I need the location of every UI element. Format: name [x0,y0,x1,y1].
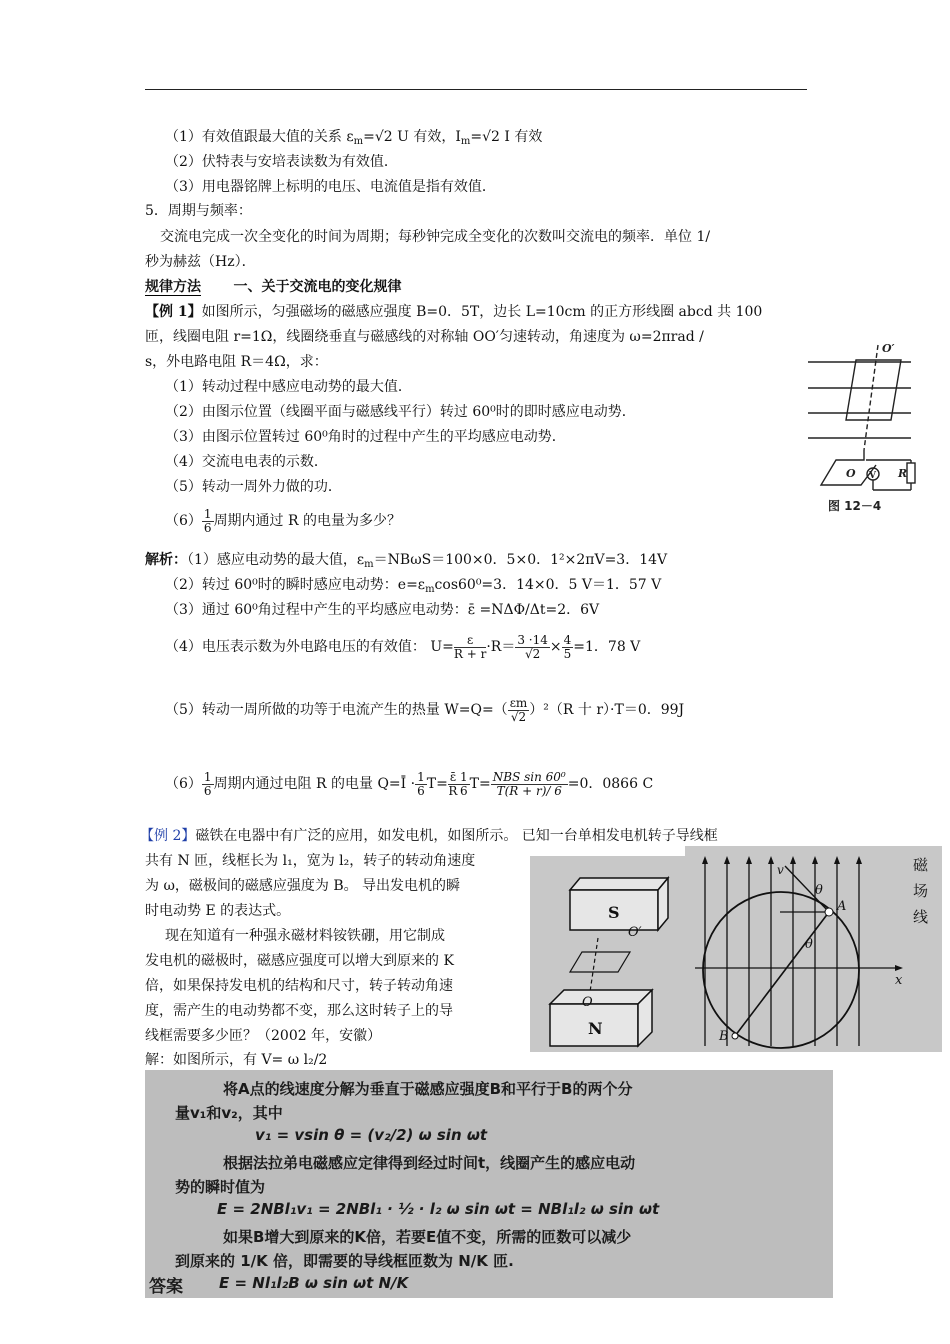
line-nameplate: （3）用电器铭牌上标明的电压、电流值是指有效值． [165,179,496,195]
question-5: （5）转动一周外力做的功． [165,479,342,495]
section-title: 一、关于交流电的变化规律 [233,279,402,295]
label-v: V [869,471,876,481]
example2-line9: 线框需要多少匝？（2002 年，安徽） [145,1028,382,1044]
question-3: （3）由图示位置转过 60⁰角时的过程中产生的平均感应电动势． [165,429,566,445]
example2-line7: 倍，如果保持发电机的结构和尺寸，转子转动角速 [145,978,453,994]
scan-row-6: E = 2NBl₁v₁ = 2NBl₁ · ½ · l₂ ω sin ωt = NBl₁l₂ ω sin ωt [217,1200,660,1218]
line-meter-reading: （2）伏特表与安培表读数为有效值． [165,154,398,170]
figure-caption: 图 12－4 [828,499,882,513]
label-r: R [898,467,908,480]
example1-line2: 匝，线圈电阻 r=1Ω，线圈绕垂直与磁感线的对称轴 OO′匀速转动，角速度为 ω=2πrad / [145,329,704,345]
field-lines-figure [685,846,942,1052]
line-period-heading: 5．周期与频率： [145,203,252,219]
question-2: （2）由图示位置（线圈平面与磁感线平行）转过 60⁰时的即时感应电动势． [165,404,636,420]
example2-line4: 时电动势 E 的表达式。 [145,903,291,919]
answer-formula: E = Nl₁l₂B ω sin ωt N/K [219,1274,409,1292]
label-o: O [846,467,856,480]
solution-4: （4）电压表示数为外电路电压的有效值： U= $\frac{\varepsilon}{R + r}$ ·R＝ $\frac{3 \cdot 14}{√2}$ × $\frac{4}{5}$ =1．78 V [165,632,641,661]
solution-5: （5）转动一周所做的功等于电流产生的热量 W=Q=（ $\frac{\varepsilon m}{√2}$ ）²（R 十 r）·T＝0．99J [165,695,685,724]
example2-line5: 现在知道有一种强永磁材料铵铁硼，用它制成 [165,928,445,944]
question-6: （6） $\frac{1}{6}$ 周期内通过 R 的电量为多少？ [165,506,402,535]
label-n: N [588,1019,603,1038]
coil-figure [806,340,916,515]
example2-line8: 度，需产生的电动势都不变，那么这时转子上的导 [145,1003,453,1019]
label-point-a: A [837,899,847,914]
example2-line6: 发电机的磁极时，磁感应强度可以增大到原来的 K [145,953,454,969]
side-label-1: 磁 [913,856,929,874]
scan-row-5: 势的瞬时值为 [175,1178,266,1196]
section-tag: 规律方法 [145,279,201,295]
line-effective-value: （1）有效值跟最大值的关系 $\varepsilon_m=√2$ U 有效，$I_m=√2$ I 有效 [165,129,543,147]
solution-3: （3）通过 60⁰角过程中产生的平均感应电动势：ε̄ =NΔΦ/Δt=2．6V [165,602,600,618]
solution-1: 解析：（1）感应电动势的最大值，$\varepsilon_m=NB\omega S=100\times 0$．5×0．1²×2πV=3．14V [145,552,668,570]
section-heading [145,277,401,297]
side-label-3: 线 [913,908,929,926]
label-point-b: B [719,1029,729,1044]
scan-row-7: 如果B增大到原来的K倍，若要E值不变，所需的匝数可以减少 [223,1228,632,1246]
scan-row-8: 到原来的 1/K 倍，即需要的导线框匝数为 N/K 匝. [175,1252,514,1270]
label-o-prime: O′ [882,342,895,355]
header-rule [145,89,807,90]
example2-line1: 【例 2】磁铁在电器中有广泛的应用，如发电机，如图所示。 已知一台单相发电机转子导线框 [140,828,718,844]
solution-2: （2）转过 60⁰时的瞬时感应电动势：$e=\varepsilon_m\cos 60^0=3$．14×0．5 V＝1．57 V [165,577,662,595]
label-o-2: O [582,995,593,1010]
example2-line2: 共有 N 匝，线框长为 l₁，宽为 l₂，转子的转动角速度 [145,853,476,869]
scan-row-3: v₁ = vsin θ = (v₂/2) ω sin ωt [255,1126,488,1144]
example1-line3: s，外电路电阻 R＝4Ω，求： [145,354,328,370]
line-period-text-2: 秒为赫兹（Hz）． [145,254,256,270]
example1-line1: 【例 1】如图所示，匀强磁场的磁感应强度 B=0．5T，边长 L=10cm 的正方形线圈 abcd 共 100 [145,304,763,320]
scanned-solution [145,1070,833,1298]
answer-label: 答案 [149,1277,183,1297]
scan-row-2: 量v₁和v₂，其中 [175,1104,283,1122]
line-period-text: 交流电完成一次全变化的时间为周期；每秒钟完成全变化的次数叫交流电的频率．单位 1/ [160,229,711,245]
label-theta-2: θ [805,937,813,952]
example2-line10: 解：如图所示，有 V= ω l₂/2 [145,1052,328,1068]
scan-row-4: 根据法拉弟电磁感应定律得到经过时间t，线圈产生的感应电动 [223,1154,636,1172]
example2-line3: 为 ω，磁极间的磁感应强度为 B。 导出发电机的瞬 [145,878,461,894]
label-s: S [608,903,620,922]
scan-row-1: 将A点的线速度分解为垂直于磁感应强度B和平行于B的两个分 [223,1080,633,1098]
label-theta-1: θ [815,883,823,898]
question-4: （4）交流电电表的示数． [165,454,328,470]
label-velocity: v [777,863,784,877]
label-o-prime-2: O′ [628,925,642,940]
question-1: （1）转动过程中感应电动势的最大值． [165,379,412,395]
label-x-axis: x [895,973,903,988]
solution-6: （6） $\frac{1}{6}$ 周期内通过电阻 R 的电量 Q=Ī · $\frac{1}{6}$ T= $\frac{\varepsilon̄}{R}$ $\frac{1}{6}$ T= $\frac{\text{NBS sin 60⁰}}{T(R + r)/ 6}$ =0．0866 C [165,769,654,798]
generator-figure [530,856,685,1052]
side-label-2: 场 [913,882,929,900]
